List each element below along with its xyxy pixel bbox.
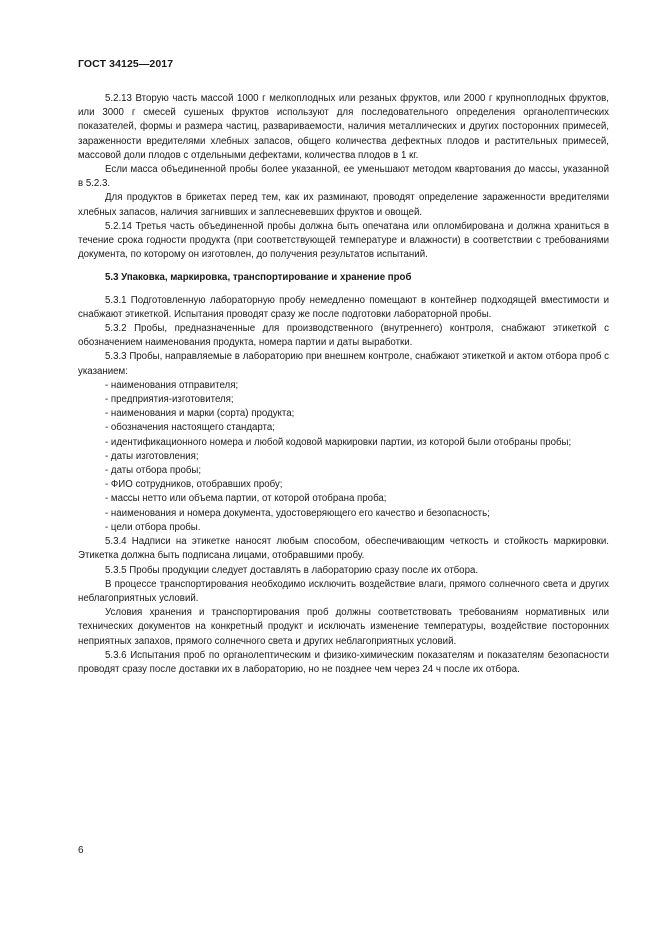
paragraph-5-3-5: 5.3.5 Пробы продукции следует доставлять в лабораторию сразу после их отбора. — [105, 564, 479, 576]
document-body — [78, 92, 609, 677]
paragraph-5-2-14: 5.2.14 Третья часть объединенной пробы должна быть опечатана или опломбирована и должна храниться в течение срока годности продукта (при соответствующей температуре и влажности) в соответствии с требованиями документа, по которому он изготовлен, до получения результатов испытаний. — [78, 220, 609, 261]
paragraph-briquettes: Для продуктов в брикетах перед тем, как их разминают, проводят определение зараженности вредителями хлебных запасов, наличия загнивших и заплесневевших фруктов и овощей. — [78, 192, 609, 218]
list-item: - наименования отправителя; — [105, 379, 239, 391]
list-item: - наименования и номера документа, удостоверяющего его качество и безопасность; — [105, 507, 490, 519]
paragraph-5-3-6: 5.3.6 Испытания проб по органолептическим и физико-химическим показателям и показателям безопасности проводят сразу после доставки их в лабораторию, но не позднее чем через 24 ч после их отбора. — [78, 649, 609, 675]
section-title-5-3: 5.3 Упаковка, маркировка, транспортирование и хранение проб — [105, 272, 412, 284]
paragraph-5-3-4: 5.3.4 Надписи на этикетке наносят любым способом, обеспечивающим четкость и стойкость маркировки. Этикетка должна быть подписана лицами, отобравшими пробу. — [78, 536, 609, 562]
list-item: - ФИО сотрудников, отобравших пробу; — [105, 479, 283, 491]
paragraph-5-3-1: 5.3.1 Подготовленную лабораторную пробу немедленно помещают в контейнер подходящей вместимости и снабжают этикеткой. Испытания проводят сразу же после подготовки лабораторной пробы. — [78, 294, 609, 320]
list-item: - предприятия-изготовителя; — [105, 394, 234, 406]
paragraph-5-3-3: 5.3.3 Пробы, направляемые в лабораторию при внешнем контроле, снабжают этикеткой и актом отбора проб с указанием: — [78, 351, 609, 377]
list-item: - цели отбора пробы. — [105, 521, 201, 533]
paragraph-5-2-13: 5.2.13 Вторую часть массой 1000 г мелкоплодных или резаных фруктов, или 2000 г крупноплодных фруктов, или 3000 г смесей сушеных фруктов используют для последовательного определения органолептических показателей, формы и размера частиц, развариваемости, наличия металлических и других посторонних примесей, зараженности вредителями хлебных запасов, общего количества дефектных плодов и растительных примесей, массовой доли плодов с отдельными дефектами, количества плодов в 1 кг. — [78, 93, 609, 161]
paragraph-5-3-2: 5.3.2 Пробы, предназначенные для производственного (внутреннего) контроля, снабжают этикеткой с обозначением наименования продукта, номера партии и даты выработки. — [78, 323, 609, 349]
paragraph-transport: В процессе транспортирования необходимо исключить воздействие влаги, прямого солнечного света и других неблагоприятных условий. — [78, 578, 609, 604]
list-item: - даты отбора пробы; — [105, 465, 202, 477]
list-item-wrapping: - идентификационного номера и любой кодовой маркировки партии, из которой были отобраны пробы; — [105, 436, 572, 448]
list-item: - массы нетто или объема партии, от которой отобрана проба; — [105, 493, 387, 505]
paragraph-mass-reduction: Если масса объединенной пробы более указанной, ее уменьшают методом квартования до массы, указанной в 5.2.3. — [78, 164, 609, 190]
document-header: ГОСТ 34125—2017 — [78, 58, 174, 70]
list-item: - обозначения настоящего стандарта; — [105, 422, 275, 434]
page-number: 6 — [78, 845, 84, 856]
list-item: - даты изготовления; — [105, 450, 199, 462]
paragraph-storage-conditions: Условия хранения и транспортирования проб должны соответствовать требованиям нормативных или технических документов на конкретный продукт и исключать изменение температуры, воздействие посторонних неприятных запахов, прямого солнечного света и других неблагоприятных условий. — [78, 607, 609, 647]
list-item: - наименования и марки (сорта) продукта; — [105, 408, 295, 420]
